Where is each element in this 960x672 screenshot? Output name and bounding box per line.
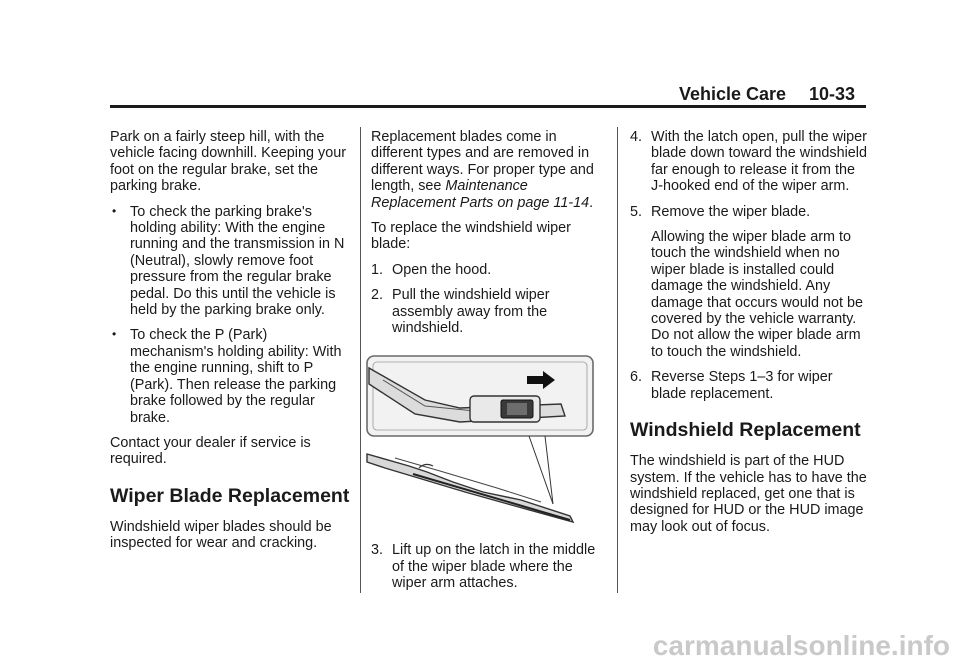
column-divider-1 — [360, 127, 361, 593]
step-text: Reverse Steps 1–3 for wiper blade replacement. — [651, 369, 833, 402]
step-text: Pull the windshield wiper assembly away from the windshield. — [392, 287, 550, 337]
paragraph-wiper-inspect: Windshield wiper blades should be inspected for wear and cracking. — [110, 518, 332, 552]
step-text: Lift up on the latch in the middle of the wiper blade where the wiper arm attaches. — [392, 542, 596, 592]
column-3 — [630, 129, 870, 544]
header-rule — [110, 105, 866, 108]
bullet-text: To check the parking brake's holding ability: With the engine running and the transmission in N (Neutral), slowly remove foot pressure from the regular brake pedal. Do this until the vehicle is held by the parking brake only. — [130, 203, 345, 319]
bullet-text: To check the P (Park) mechanism's holding ability: With the engine running, shift to P (Park). Then release the parking brake followed by the regular brake. — [130, 327, 342, 426]
step-number: 3. — [371, 542, 384, 559]
step-number: 2. — [371, 287, 384, 304]
wiper-latch-illustration — [365, 354, 597, 526]
list-item — [371, 262, 607, 278]
paragraph-step5-note: Allowing the wiper blade arm to touch the windshield when no wiper blade is installed could damage the windshield. Any damage that occurs would not be covered by the vehicle warranty. Do not allow the wiper blade arm to touch the windshield. — [651, 229, 863, 360]
step-number: 4. — [630, 129, 643, 145]
intro-text: Replacement blades come in different types and are removed in different ways. For proper type and length, see — [371, 129, 594, 195]
step-number: 5. — [630, 203, 643, 220]
list-item — [630, 204, 870, 220]
step-number: 6. — [630, 369, 643, 386]
paragraph-to-replace: To replace the windshield wiper blade: — [371, 220, 571, 253]
step-text: With the latch open, pull the wiper blade down toward the windshield far enough to release it from the J-hooked end of the wiper arm. — [651, 129, 868, 195]
paragraph-contact-dealer: Contact your dealer if service is required. — [110, 434, 311, 468]
paragraph-replacement-blades — [371, 129, 607, 211]
heading-wiper-blade-replacement: Wiper Blade Replacement — [110, 484, 350, 507]
list-item — [371, 542, 607, 591]
step-text: Remove the wiper blade. — [651, 203, 811, 220]
page-number: 10-33 — [809, 84, 856, 104]
heading-windshield-replacement: Windshield Replacement — [630, 419, 861, 442]
bullet-icon: • — [112, 327, 117, 342]
step-text: Open the hood. — [392, 261, 492, 278]
intro-end: . — [589, 194, 594, 211]
watermark-logo: carmanualsonline.info — [652, 630, 950, 661]
list-item — [630, 369, 870, 402]
list-item — [110, 327, 350, 425]
list-item — [110, 204, 350, 319]
column-divider-2 — [617, 127, 618, 593]
column-1 — [110, 129, 350, 561]
column-2 — [371, 129, 607, 601]
paragraph-windshield-hud: The windshield is part of the HUD system. If the vehicle has to have the windshield replaced, get one that is designed for HUD or the HUD image may look out of focus. — [630, 453, 867, 535]
cross-reference-link[interactable]: Maintenance Replacement Parts on page 11-14 — [371, 178, 590, 211]
paragraph-park-hill: Park on a fairly steep hill, with the vehicle facing downhill. Keeping your foot on the regular brake, set the parking brake. — [110, 129, 346, 195]
section-title: Vehicle Care — [679, 84, 787, 104]
bullet-icon: • — [112, 203, 117, 218]
list-item — [630, 129, 870, 195]
list-item — [371, 287, 607, 336]
step-number: 1. — [371, 261, 384, 278]
